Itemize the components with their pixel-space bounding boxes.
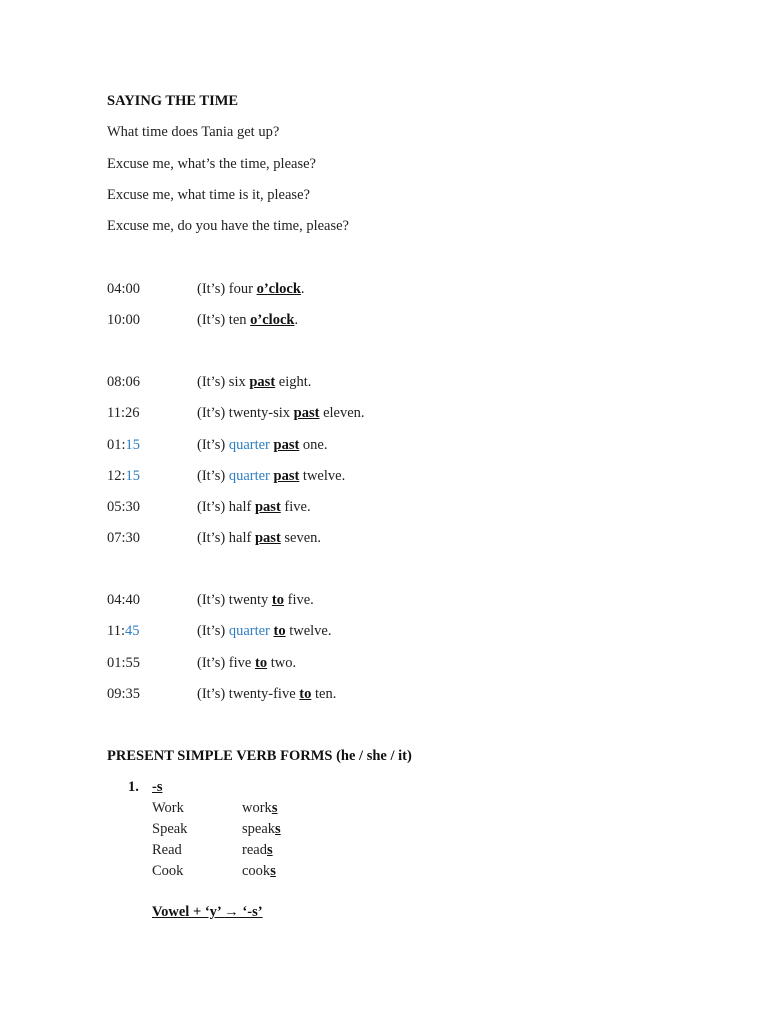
keyword-past: past xyxy=(254,499,281,515)
keyword-oclock: o’clock xyxy=(250,312,295,328)
keyword-oclock: o’clock xyxy=(256,281,301,297)
word-quarter: quarter xyxy=(228,437,270,453)
arrow-right-icon: → xyxy=(224,904,239,920)
time-sentence: (It’s) quarter to twelve. xyxy=(197,623,332,639)
time-sentence: (It’s) twenty-six past eleven. xyxy=(197,405,365,421)
time-sentence: (It’s) quarter past one. xyxy=(197,437,328,453)
keyword-to: to xyxy=(254,655,268,671)
time-sentence: (It’s) five to two. xyxy=(197,655,297,671)
keyword-to: to xyxy=(271,592,284,608)
verb-base: Cook xyxy=(152,863,184,879)
verb-form: works xyxy=(242,800,278,816)
list-heading: -s xyxy=(152,779,163,795)
verb-form: cooks xyxy=(242,863,276,879)
time-sentence: (It’s) half past five. xyxy=(197,499,311,515)
time-sentence: (It’s) twenty-five to ten. xyxy=(197,686,337,702)
time-value: 01:55 xyxy=(107,655,141,671)
keyword-past: past xyxy=(293,405,320,421)
keyword-to: to xyxy=(273,623,286,639)
question-line: Excuse me, what time is it, please? xyxy=(107,187,310,203)
question-line: What time does Tania get up? xyxy=(107,124,280,140)
question-line: Excuse me, do you have the time, please? xyxy=(107,218,349,234)
time-value: 07:30 xyxy=(107,530,141,546)
time-sentence: (It’s) twenty to five. xyxy=(197,592,314,608)
word-quarter: quarter xyxy=(228,468,270,484)
list-number: 1. xyxy=(128,779,139,795)
verb-base: Work xyxy=(152,800,184,816)
section-heading-saying-the-time: SAYING THE TIME xyxy=(107,93,239,109)
time-value: 08:06 xyxy=(107,374,141,390)
time-value: 09:35 xyxy=(107,686,141,702)
time-sentence: (It’s) four o’clock. xyxy=(197,281,305,297)
keyword-to: to xyxy=(299,686,312,702)
time-value: 01:15 xyxy=(107,437,141,453)
time-value: 05:30 xyxy=(107,499,141,515)
section-heading-present-simple: PRESENT SIMPLE VERB FORMS (he / she / it) xyxy=(107,748,412,764)
time-value: 10:00 xyxy=(107,312,141,328)
keyword-past: past xyxy=(273,437,300,453)
spelling-rule: Vowel + ‘y’ → ‘-s’ xyxy=(152,904,263,920)
keyword-past: past xyxy=(273,468,300,484)
time-sentence: (It’s) half past seven. xyxy=(197,530,322,546)
time-value: 11:26 xyxy=(107,405,140,421)
question-line: Excuse me, what’s the time, please? xyxy=(107,156,316,172)
time-sentence: (It’s) ten o’clock. xyxy=(197,312,299,328)
keyword-past: past xyxy=(249,374,276,390)
time-value: 12:15 xyxy=(107,468,141,484)
time-value: 04:40 xyxy=(107,592,141,608)
verb-form: reads xyxy=(242,842,273,858)
verb-base: Read xyxy=(152,842,182,858)
time-value: 11:45 xyxy=(107,623,140,639)
keyword-past: past xyxy=(254,530,281,546)
time-value: 04:00 xyxy=(107,281,141,297)
time-sentence: (It’s) quarter past twelve. xyxy=(197,468,346,484)
verb-form: speaks xyxy=(242,821,281,837)
word-quarter: quarter xyxy=(228,623,270,639)
verb-base: Speak xyxy=(152,821,188,837)
time-sentence: (It’s) six past eight. xyxy=(197,374,312,390)
